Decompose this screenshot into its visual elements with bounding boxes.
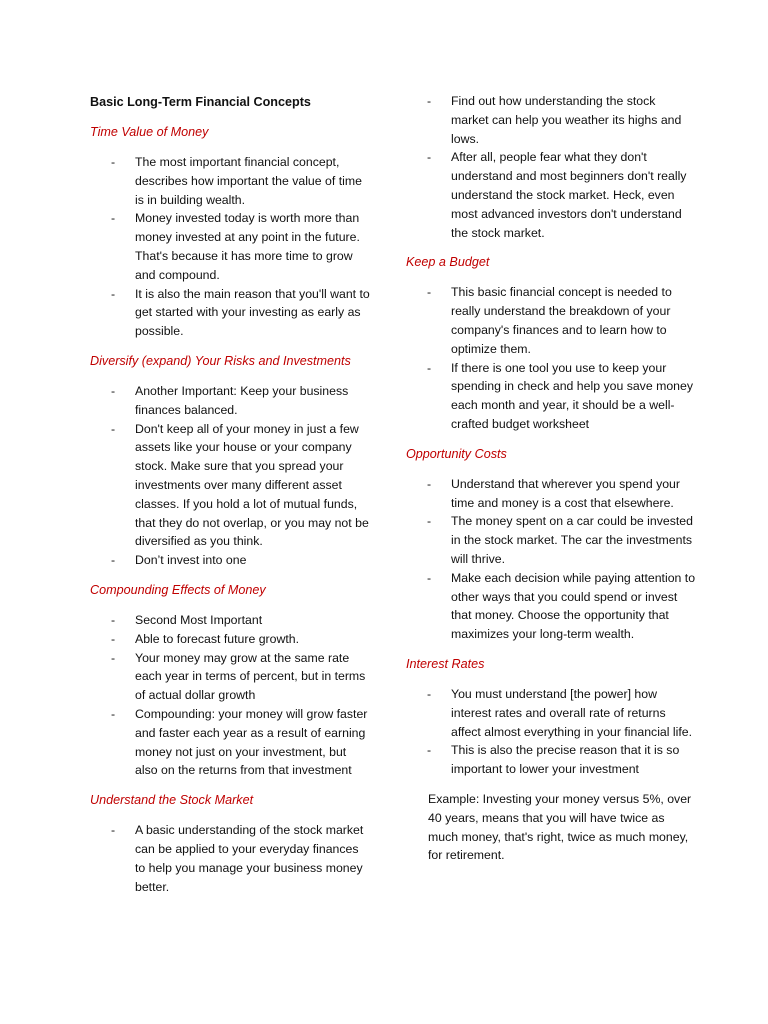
left-column: [90, 93, 370, 907]
bullet-dash: -: [427, 360, 432, 375]
document-title: Basic Long-Term Financial Concepts: [90, 95, 311, 109]
list-item: - This basic financial concept is needed to really understand the breakdown of your company's finances and to learn how to optimize them.: [427, 285, 672, 356]
list-item: - You must understand [the power] how interest rates and overall rate of returns affect almost everything in your financial life.: [427, 686, 693, 739]
bullet-dash: -: [111, 421, 116, 436]
right-column: [406, 92, 696, 865]
section-time-value: [90, 123, 370, 341]
bullet-dash: -: [427, 285, 432, 300]
list-item: - After all, people fear what they don't understand and most beginners don't really understand the stock market. Heck, even most advanced investors don't understand the stock market.: [427, 150, 687, 240]
bullet-dash: -: [427, 743, 432, 758]
section-heading: Interest Rates: [406, 656, 485, 671]
list-item: - Don't keep all of your money in just a few assets like your house or your company stock. Make sure that you spread your investments over many different asset classes. If you hold a lot of mutual funds, that they do not overlap, or you may not be diversified as you think.: [111, 421, 369, 549]
section-heading: Time Value of Money: [90, 125, 209, 139]
list-item: - Don’t invest into one: [90, 551, 370, 570]
bullet-list: [90, 382, 370, 570]
list-item: - Make each decision while paying attention to other ways that you could spend or invest that money. Choose the opportunity that maximizes your long-term wealth.: [427, 570, 696, 642]
list-item: - If there is one tool you use to keep your spending in check and help you save money each month and year, it should be a well-crafted budget worksheet: [427, 360, 693, 431]
bullet-dash: -: [427, 686, 432, 701]
list-item: - Second Most Important: [90, 611, 370, 630]
section-compounding: [90, 581, 370, 780]
bullet-dash: -: [427, 570, 432, 585]
bullet-list: [406, 92, 696, 242]
section-heading: Understand the Stock Market: [90, 793, 254, 808]
bullet-dash: -: [111, 823, 116, 838]
bullet-dash: -: [111, 383, 116, 398]
list-item: - Compounding: your money will grow faster and faster each year as a result of earning money not just on your investment, but also on the returns from that investment: [111, 706, 368, 778]
bullet-list: [90, 821, 370, 896]
section-stock-market: [90, 791, 370, 896]
bullet-list: [406, 283, 696, 433]
bullet-dash: -: [111, 631, 116, 646]
bullet-list: [406, 475, 696, 644]
list-item: - Find out how understanding the stock market can help you weather its highs and lows.: [427, 94, 682, 146]
bullet-dash: -: [111, 211, 116, 226]
bullet-dash: -: [111, 650, 116, 665]
list-item: - The most important financial concept, describes how important the value of time is in building wealth.: [111, 155, 362, 207]
list-item: - Understand that wherever you spend your time and money is a cost that elsewhere.: [427, 476, 680, 510]
list-item: - Money invested today is worth more than money invested at any point in the future. That's because it has more time to grow and compound.: [111, 211, 360, 282]
list-item: - A basic understanding of the stock market can be applied to your everyday finances to help you manage your business money better.: [111, 823, 364, 894]
list-item: - The money spent on a car could be invested in the stock market. The car the investments will thrive.: [427, 514, 693, 566]
bullet-dash: -: [427, 94, 432, 108]
bullet-list: [406, 685, 696, 779]
bullet-list: [90, 153, 370, 341]
section-interest-rates: [406, 655, 696, 779]
list-item: - Able to forecast future growth.: [90, 630, 370, 649]
bullet-dash: -: [111, 553, 116, 568]
bullet-list: [90, 611, 370, 780]
section-heading: Diversify (expand) Your Risks and Investments: [90, 353, 351, 368]
section-diversify: [90, 352, 370, 570]
list-item: - It is also the main reason that you'll want to get started with your investing as early as possible.: [111, 286, 370, 339]
section-heading: Opportunity Costs: [406, 446, 507, 461]
list-item: - Another Important: Keep your business finances balanced.: [111, 383, 349, 417]
section-opportunity-costs: [406, 445, 696, 644]
section-budget: [406, 253, 696, 433]
bullet-dash: -: [427, 514, 432, 529]
section-heading: Keep a Budget: [406, 255, 490, 270]
example-paragraph: Example: Investing your money versus 5%, over 40 years, means that you will have twice as much money, that's right, twice as much money, for retirement.: [428, 791, 692, 863]
bullet-dash: -: [427, 150, 432, 165]
bullet-dash: -: [111, 155, 116, 169]
list-item: - Your money may grow at the same rate each year in terms of percent, but in terms of actual dollar growth: [111, 650, 366, 703]
section-heading: Compounding Effects of Money: [90, 582, 266, 597]
bullet-dash: -: [111, 706, 116, 721]
list-item: - This is also the precise reason that it is so important to lower your investment: [427, 743, 680, 777]
section-stock-market-continued: [406, 92, 696, 242]
bullet-dash: -: [427, 476, 432, 491]
bullet-dash: -: [111, 612, 116, 627]
bullet-dash: -: [111, 286, 116, 301]
